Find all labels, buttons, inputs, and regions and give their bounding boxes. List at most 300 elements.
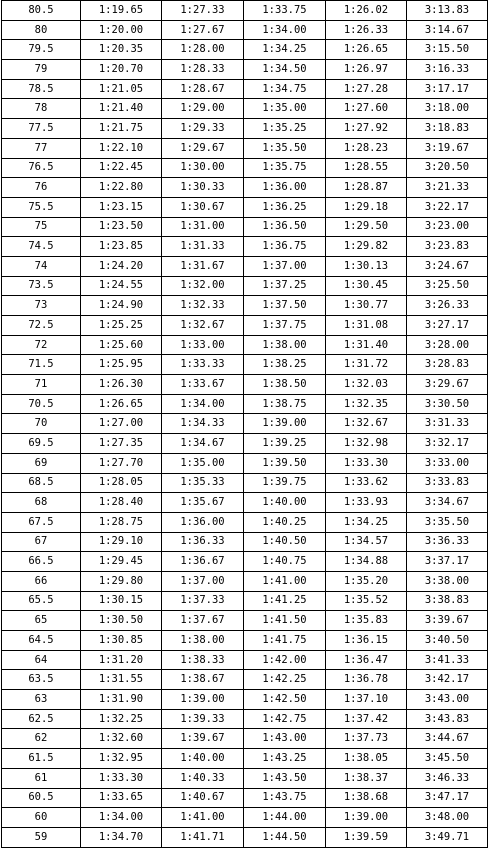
- time-col5-cell: 3:37.17: [407, 552, 488, 572]
- time-col1-cell: 1:21.05: [81, 79, 162, 99]
- time-col3-cell: 1:38.50: [244, 375, 326, 395]
- table-row: [2, 493, 488, 513]
- table-row: [2, 650, 488, 670]
- time-col5-cell: 3:34.67: [407, 493, 488, 513]
- time-col2-cell: 1:39.33: [162, 709, 244, 729]
- time-col1-cell: 1:20.00: [81, 20, 162, 40]
- time-col3-cell: 1:34.25: [244, 40, 326, 60]
- time-col3-cell: 1:37.00: [244, 256, 326, 276]
- table-row: [2, 611, 488, 631]
- time-col4-cell: 1:36.15: [326, 631, 407, 651]
- time-col1-cell: 1:27.70: [81, 453, 162, 473]
- table-row: [2, 60, 488, 80]
- score-cell: 78.5: [2, 79, 81, 99]
- time-col2-cell: 1:39.67: [162, 729, 244, 749]
- score-cell: 68: [2, 493, 81, 513]
- time-col3-cell: 1:42.00: [244, 650, 326, 670]
- time-col2-cell: 1:41.00: [162, 808, 244, 828]
- time-col4-cell: 1:36.78: [326, 670, 407, 690]
- score-cell: 73.5: [2, 276, 81, 296]
- time-col2-cell: 1:29.00: [162, 99, 244, 119]
- time-col3-cell: 1:34.00: [244, 20, 326, 40]
- table-row: [2, 178, 488, 198]
- time-col5-cell: 3:16.33: [407, 60, 488, 80]
- time-col2-cell: 1:29.33: [162, 119, 244, 139]
- time-col2-cell: 1:33.00: [162, 335, 244, 355]
- time-col3-cell: 1:40.00: [244, 493, 326, 513]
- time-col5-cell: 3:45.50: [407, 749, 488, 769]
- time-col3-cell: 1:39.50: [244, 453, 326, 473]
- time-col1-cell: 1:20.70: [81, 60, 162, 80]
- time-col2-cell: 1:37.33: [162, 591, 244, 611]
- time-col2-cell: 1:32.33: [162, 296, 244, 316]
- time-col1-cell: 1:22.45: [81, 158, 162, 178]
- score-cell: 71.5: [2, 355, 81, 375]
- time-col4-cell: 1:29.82: [326, 237, 407, 257]
- score-cell: 59: [2, 827, 81, 847]
- time-col1-cell: 1:25.95: [81, 355, 162, 375]
- time-col5-cell: 3:49.71: [407, 827, 488, 847]
- score-cell: 65.5: [2, 591, 81, 611]
- time-col1-cell: 1:32.25: [81, 709, 162, 729]
- time-col2-cell: 1:27.33: [162, 1, 244, 21]
- table-row: [2, 375, 488, 395]
- time-col2-cell: 1:30.33: [162, 178, 244, 198]
- score-cell: 67: [2, 532, 81, 552]
- time-col1-cell: 1:19.65: [81, 1, 162, 21]
- score-cell: 60: [2, 808, 81, 828]
- table-row: [2, 670, 488, 690]
- score-cell: 76: [2, 178, 81, 198]
- score-cell: 62: [2, 729, 81, 749]
- time-col3-cell: 1:36.50: [244, 217, 326, 237]
- time-col3-cell: 1:36.00: [244, 178, 326, 198]
- time-col1-cell: 1:20.35: [81, 40, 162, 60]
- time-col1-cell: 1:26.30: [81, 375, 162, 395]
- table-row: [2, 729, 488, 749]
- time-col4-cell: 1:29.50: [326, 217, 407, 237]
- table-row: [2, 453, 488, 473]
- table-row: [2, 414, 488, 434]
- time-col1-cell: 1:28.05: [81, 473, 162, 493]
- score-cell: 67.5: [2, 512, 81, 532]
- time-col5-cell: 3:36.33: [407, 532, 488, 552]
- table-row: [2, 99, 488, 119]
- time-col3-cell: 1:43.00: [244, 729, 326, 749]
- time-col5-cell: 3:47.17: [407, 788, 488, 808]
- table-row: [2, 276, 488, 296]
- table-row: [2, 434, 488, 454]
- time-col5-cell: 3:20.50: [407, 158, 488, 178]
- time-col5-cell: 3:15.50: [407, 40, 488, 60]
- time-col5-cell: 3:14.67: [407, 20, 488, 40]
- score-cell: 66: [2, 571, 81, 591]
- score-cell: 74: [2, 256, 81, 276]
- time-col4-cell: 1:27.60: [326, 99, 407, 119]
- score-cell: 78: [2, 99, 81, 119]
- time-col3-cell: 1:43.75: [244, 788, 326, 808]
- time-col3-cell: 1:40.25: [244, 512, 326, 532]
- time-col2-cell: 1:40.33: [162, 768, 244, 788]
- time-col1-cell: 1:21.40: [81, 99, 162, 119]
- time-col5-cell: 3:17.17: [407, 79, 488, 99]
- time-col5-cell: 3:35.50: [407, 512, 488, 532]
- time-col4-cell: 1:38.68: [326, 788, 407, 808]
- time-col1-cell: 1:21.75: [81, 119, 162, 139]
- score-table-body: [2, 1, 488, 848]
- score-cell: 62.5: [2, 709, 81, 729]
- time-col4-cell: 1:30.13: [326, 256, 407, 276]
- time-col3-cell: 1:41.00: [244, 571, 326, 591]
- time-col4-cell: 1:26.02: [326, 1, 407, 21]
- table-row: [2, 355, 488, 375]
- time-col4-cell: 1:32.98: [326, 434, 407, 454]
- time-col1-cell: 1:29.10: [81, 532, 162, 552]
- time-col3-cell: 1:34.50: [244, 60, 326, 80]
- table-row: [2, 768, 488, 788]
- time-col3-cell: 1:38.00: [244, 335, 326, 355]
- time-col4-cell: 1:37.10: [326, 690, 407, 710]
- table-row: [2, 237, 488, 257]
- time-col3-cell: 1:37.50: [244, 296, 326, 316]
- time-col2-cell: 1:29.67: [162, 138, 244, 158]
- score-cell: 70: [2, 414, 81, 434]
- time-col3-cell: 1:44.50: [244, 827, 326, 847]
- time-col1-cell: 1:26.65: [81, 394, 162, 414]
- score-cell: 69.5: [2, 434, 81, 454]
- time-col1-cell: 1:29.45: [81, 552, 162, 572]
- time-col2-cell: 1:28.67: [162, 79, 244, 99]
- time-col1-cell: 1:23.50: [81, 217, 162, 237]
- score-cell: 72: [2, 335, 81, 355]
- time-col1-cell: 1:34.00: [81, 808, 162, 828]
- score-cell: 61: [2, 768, 81, 788]
- time-col3-cell: 1:41.75: [244, 631, 326, 651]
- score-cell: 75: [2, 217, 81, 237]
- time-col2-cell: 1:31.33: [162, 237, 244, 257]
- score-cell: 71: [2, 375, 81, 395]
- time-col3-cell: 1:37.25: [244, 276, 326, 296]
- time-col1-cell: 1:30.50: [81, 611, 162, 631]
- time-col1-cell: 1:27.35: [81, 434, 162, 454]
- score-cell: 80.5: [2, 1, 81, 21]
- time-col5-cell: 3:18.00: [407, 99, 488, 119]
- time-col4-cell: 1:30.77: [326, 296, 407, 316]
- time-col3-cell: 1:39.75: [244, 473, 326, 493]
- time-col4-cell: 1:37.42: [326, 709, 407, 729]
- time-col4-cell: 1:28.55: [326, 158, 407, 178]
- score-cell: 73: [2, 296, 81, 316]
- time-col4-cell: 1:31.72: [326, 355, 407, 375]
- time-col1-cell: 1:24.90: [81, 296, 162, 316]
- time-col2-cell: 1:39.00: [162, 690, 244, 710]
- time-col3-cell: 1:44.00: [244, 808, 326, 828]
- time-col3-cell: 1:41.50: [244, 611, 326, 631]
- score-cell: 74.5: [2, 237, 81, 257]
- time-col2-cell: 1:37.00: [162, 571, 244, 591]
- time-col5-cell: 3:28.83: [407, 355, 488, 375]
- table-row: [2, 571, 488, 591]
- time-col3-cell: 1:39.00: [244, 414, 326, 434]
- score-cell: 64.5: [2, 631, 81, 651]
- time-col5-cell: 3:41.33: [407, 650, 488, 670]
- table-row: [2, 532, 488, 552]
- time-col1-cell: 1:33.30: [81, 768, 162, 788]
- score-cell: 68.5: [2, 473, 81, 493]
- time-col3-cell: 1:35.25: [244, 119, 326, 139]
- time-col3-cell: 1:43.50: [244, 768, 326, 788]
- time-col2-cell: 1:33.67: [162, 375, 244, 395]
- time-col1-cell: 1:22.10: [81, 138, 162, 158]
- time-col2-cell: 1:40.00: [162, 749, 244, 769]
- score-cell: 72.5: [2, 316, 81, 336]
- score-cell: 79.5: [2, 40, 81, 60]
- table-row: [2, 394, 488, 414]
- time-col5-cell: 3:44.67: [407, 729, 488, 749]
- table-row: [2, 197, 488, 217]
- time-col2-cell: 1:38.33: [162, 650, 244, 670]
- time-col3-cell: 1:37.75: [244, 316, 326, 336]
- time-col2-cell: 1:38.00: [162, 631, 244, 651]
- time-col2-cell: 1:36.00: [162, 512, 244, 532]
- score-cell: 69: [2, 453, 81, 473]
- score-cell: 66.5: [2, 552, 81, 572]
- time-col3-cell: 1:35.00: [244, 99, 326, 119]
- time-col4-cell: 1:34.25: [326, 512, 407, 532]
- time-col1-cell: 1:23.85: [81, 237, 162, 257]
- time-col1-cell: 1:27.00: [81, 414, 162, 434]
- time-col4-cell: 1:34.88: [326, 552, 407, 572]
- time-col5-cell: 3:39.67: [407, 611, 488, 631]
- time-col3-cell: 1:35.75: [244, 158, 326, 178]
- table-row: [2, 552, 488, 572]
- time-col5-cell: 3:19.67: [407, 138, 488, 158]
- time-col2-cell: 1:27.67: [162, 20, 244, 40]
- time-col4-cell: 1:35.52: [326, 591, 407, 611]
- time-col2-cell: 1:28.33: [162, 60, 244, 80]
- time-col1-cell: 1:32.60: [81, 729, 162, 749]
- time-col1-cell: 1:28.40: [81, 493, 162, 513]
- time-col2-cell: 1:31.00: [162, 217, 244, 237]
- time-col5-cell: 3:43.00: [407, 690, 488, 710]
- table-row: [2, 473, 488, 493]
- score-cell: 65: [2, 611, 81, 631]
- time-col5-cell: 3:42.17: [407, 670, 488, 690]
- time-col3-cell: 1:41.25: [244, 591, 326, 611]
- table-row: [2, 158, 488, 178]
- time-col4-cell: 1:33.30: [326, 453, 407, 473]
- time-col2-cell: 1:28.00: [162, 40, 244, 60]
- time-col4-cell: 1:38.37: [326, 768, 407, 788]
- table-row: [2, 631, 488, 651]
- time-col3-cell: 1:42.75: [244, 709, 326, 729]
- time-col4-cell: 1:28.87: [326, 178, 407, 198]
- score-cell: 63.5: [2, 670, 81, 690]
- time-col2-cell: 1:32.67: [162, 316, 244, 336]
- time-col4-cell: 1:34.57: [326, 532, 407, 552]
- time-col5-cell: 3:30.50: [407, 394, 488, 414]
- time-col1-cell: 1:29.80: [81, 571, 162, 591]
- time-col4-cell: 1:27.28: [326, 79, 407, 99]
- table-row: [2, 256, 488, 276]
- score-cell: 60.5: [2, 788, 81, 808]
- time-col3-cell: 1:36.25: [244, 197, 326, 217]
- time-col2-cell: 1:40.67: [162, 788, 244, 808]
- time-col2-cell: 1:34.67: [162, 434, 244, 454]
- time-col5-cell: 3:28.00: [407, 335, 488, 355]
- time-col3-cell: 1:40.75: [244, 552, 326, 572]
- time-col1-cell: 1:32.95: [81, 749, 162, 769]
- time-col2-cell: 1:36.67: [162, 552, 244, 572]
- score-cell: 75.5: [2, 197, 81, 217]
- time-col1-cell: 1:25.25: [81, 316, 162, 336]
- time-col4-cell: 1:26.97: [326, 60, 407, 80]
- time-col2-cell: 1:38.67: [162, 670, 244, 690]
- time-col4-cell: 1:31.40: [326, 335, 407, 355]
- time-col4-cell: 1:33.93: [326, 493, 407, 513]
- time-col4-cell: 1:39.00: [326, 808, 407, 828]
- time-col1-cell: 1:24.55: [81, 276, 162, 296]
- time-col4-cell: 1:35.83: [326, 611, 407, 631]
- time-col3-cell: 1:38.75: [244, 394, 326, 414]
- time-col5-cell: 3:33.83: [407, 473, 488, 493]
- time-col5-cell: 3:13.83: [407, 1, 488, 21]
- time-col2-cell: 1:30.67: [162, 197, 244, 217]
- time-col5-cell: 3:33.00: [407, 453, 488, 473]
- time-col2-cell: 1:35.00: [162, 453, 244, 473]
- table-row: [2, 827, 488, 847]
- score-table: [1, 0, 488, 848]
- time-col1-cell: 1:33.65: [81, 788, 162, 808]
- time-col5-cell: 3:23.83: [407, 237, 488, 257]
- time-col4-cell: 1:26.65: [326, 40, 407, 60]
- time-col2-cell: 1:35.67: [162, 493, 244, 513]
- table-row: [2, 690, 488, 710]
- table-row: [2, 20, 488, 40]
- time-col5-cell: 3:46.33: [407, 768, 488, 788]
- time-col2-cell: 1:36.33: [162, 532, 244, 552]
- time-col1-cell: 1:22.80: [81, 178, 162, 198]
- time-col5-cell: 3:48.00: [407, 808, 488, 828]
- time-col3-cell: 1:33.75: [244, 1, 326, 21]
- time-col2-cell: 1:34.00: [162, 394, 244, 414]
- time-col1-cell: 1:31.55: [81, 670, 162, 690]
- table-row: [2, 749, 488, 769]
- table-row: [2, 709, 488, 729]
- table-row: [2, 138, 488, 158]
- time-col5-cell: 3:29.67: [407, 375, 488, 395]
- time-col5-cell: 3:38.83: [407, 591, 488, 611]
- time-col2-cell: 1:30.00: [162, 158, 244, 178]
- score-cell: 63: [2, 690, 81, 710]
- time-col3-cell: 1:39.25: [244, 434, 326, 454]
- time-col4-cell: 1:35.20: [326, 571, 407, 591]
- time-col5-cell: 3:22.17: [407, 197, 488, 217]
- table-row: [2, 316, 488, 336]
- time-col4-cell: 1:33.62: [326, 473, 407, 493]
- score-cell: 77: [2, 138, 81, 158]
- score-cell: 61.5: [2, 749, 81, 769]
- time-col1-cell: 1:31.20: [81, 650, 162, 670]
- time-col3-cell: 1:34.75: [244, 79, 326, 99]
- time-col2-cell: 1:37.67: [162, 611, 244, 631]
- time-col1-cell: 1:28.75: [81, 512, 162, 532]
- time-col5-cell: 3:38.00: [407, 571, 488, 591]
- time-col4-cell: 1:32.67: [326, 414, 407, 434]
- time-col2-cell: 1:41.71: [162, 827, 244, 847]
- time-col4-cell: 1:37.73: [326, 729, 407, 749]
- table-row: [2, 40, 488, 60]
- time-col1-cell: 1:25.60: [81, 335, 162, 355]
- time-col4-cell: 1:38.05: [326, 749, 407, 769]
- time-col4-cell: 1:30.45: [326, 276, 407, 296]
- time-col5-cell: 3:21.33: [407, 178, 488, 198]
- score-cell: 70.5: [2, 394, 81, 414]
- time-col5-cell: 3:25.50: [407, 276, 488, 296]
- table-row: [2, 788, 488, 808]
- time-col1-cell: 1:34.70: [81, 827, 162, 847]
- time-col1-cell: 1:30.85: [81, 631, 162, 651]
- time-col4-cell: 1:31.08: [326, 316, 407, 336]
- time-col3-cell: 1:38.25: [244, 355, 326, 375]
- time-col4-cell: 1:32.35: [326, 394, 407, 414]
- table-row: [2, 79, 488, 99]
- score-cell: 77.5: [2, 119, 81, 139]
- score-cell: 64: [2, 650, 81, 670]
- time-col2-cell: 1:34.33: [162, 414, 244, 434]
- score-cell: 76.5: [2, 158, 81, 178]
- time-col5-cell: 3:23.00: [407, 217, 488, 237]
- time-col1-cell: 1:24.20: [81, 256, 162, 276]
- table-row: [2, 512, 488, 532]
- time-col5-cell: 3:43.83: [407, 709, 488, 729]
- time-col5-cell: 3:27.17: [407, 316, 488, 336]
- time-col5-cell: 3:26.33: [407, 296, 488, 316]
- time-col3-cell: 1:36.75: [244, 237, 326, 257]
- time-col5-cell: 3:32.17: [407, 434, 488, 454]
- time-col1-cell: 1:30.15: [81, 591, 162, 611]
- time-col1-cell: 1:23.15: [81, 197, 162, 217]
- time-col3-cell: 1:42.25: [244, 670, 326, 690]
- time-col3-cell: 1:40.50: [244, 532, 326, 552]
- time-col4-cell: 1:27.92: [326, 119, 407, 139]
- time-col2-cell: 1:33.33: [162, 355, 244, 375]
- time-col4-cell: 1:36.47: [326, 650, 407, 670]
- time-col4-cell: 1:29.18: [326, 197, 407, 217]
- table-row: [2, 296, 488, 316]
- table-row: [2, 591, 488, 611]
- table-row: [2, 119, 488, 139]
- time-col5-cell: 3:40.50: [407, 631, 488, 651]
- time-col5-cell: 3:18.83: [407, 119, 488, 139]
- time-col3-cell: 1:42.50: [244, 690, 326, 710]
- time-col3-cell: 1:35.50: [244, 138, 326, 158]
- time-col2-cell: 1:32.00: [162, 276, 244, 296]
- time-col3-cell: 1:43.25: [244, 749, 326, 769]
- time-col4-cell: 1:32.03: [326, 375, 407, 395]
- table-row: [2, 335, 488, 355]
- time-col1-cell: 1:31.90: [81, 690, 162, 710]
- score-cell: 80: [2, 20, 81, 40]
- time-col2-cell: 1:31.67: [162, 256, 244, 276]
- table-row: [2, 1, 488, 21]
- time-col5-cell: 3:24.67: [407, 256, 488, 276]
- score-cell: 79: [2, 60, 81, 80]
- time-col5-cell: 3:31.33: [407, 414, 488, 434]
- time-col4-cell: 1:26.33: [326, 20, 407, 40]
- time-col2-cell: 1:35.33: [162, 473, 244, 493]
- time-col4-cell: 1:39.59: [326, 827, 407, 847]
